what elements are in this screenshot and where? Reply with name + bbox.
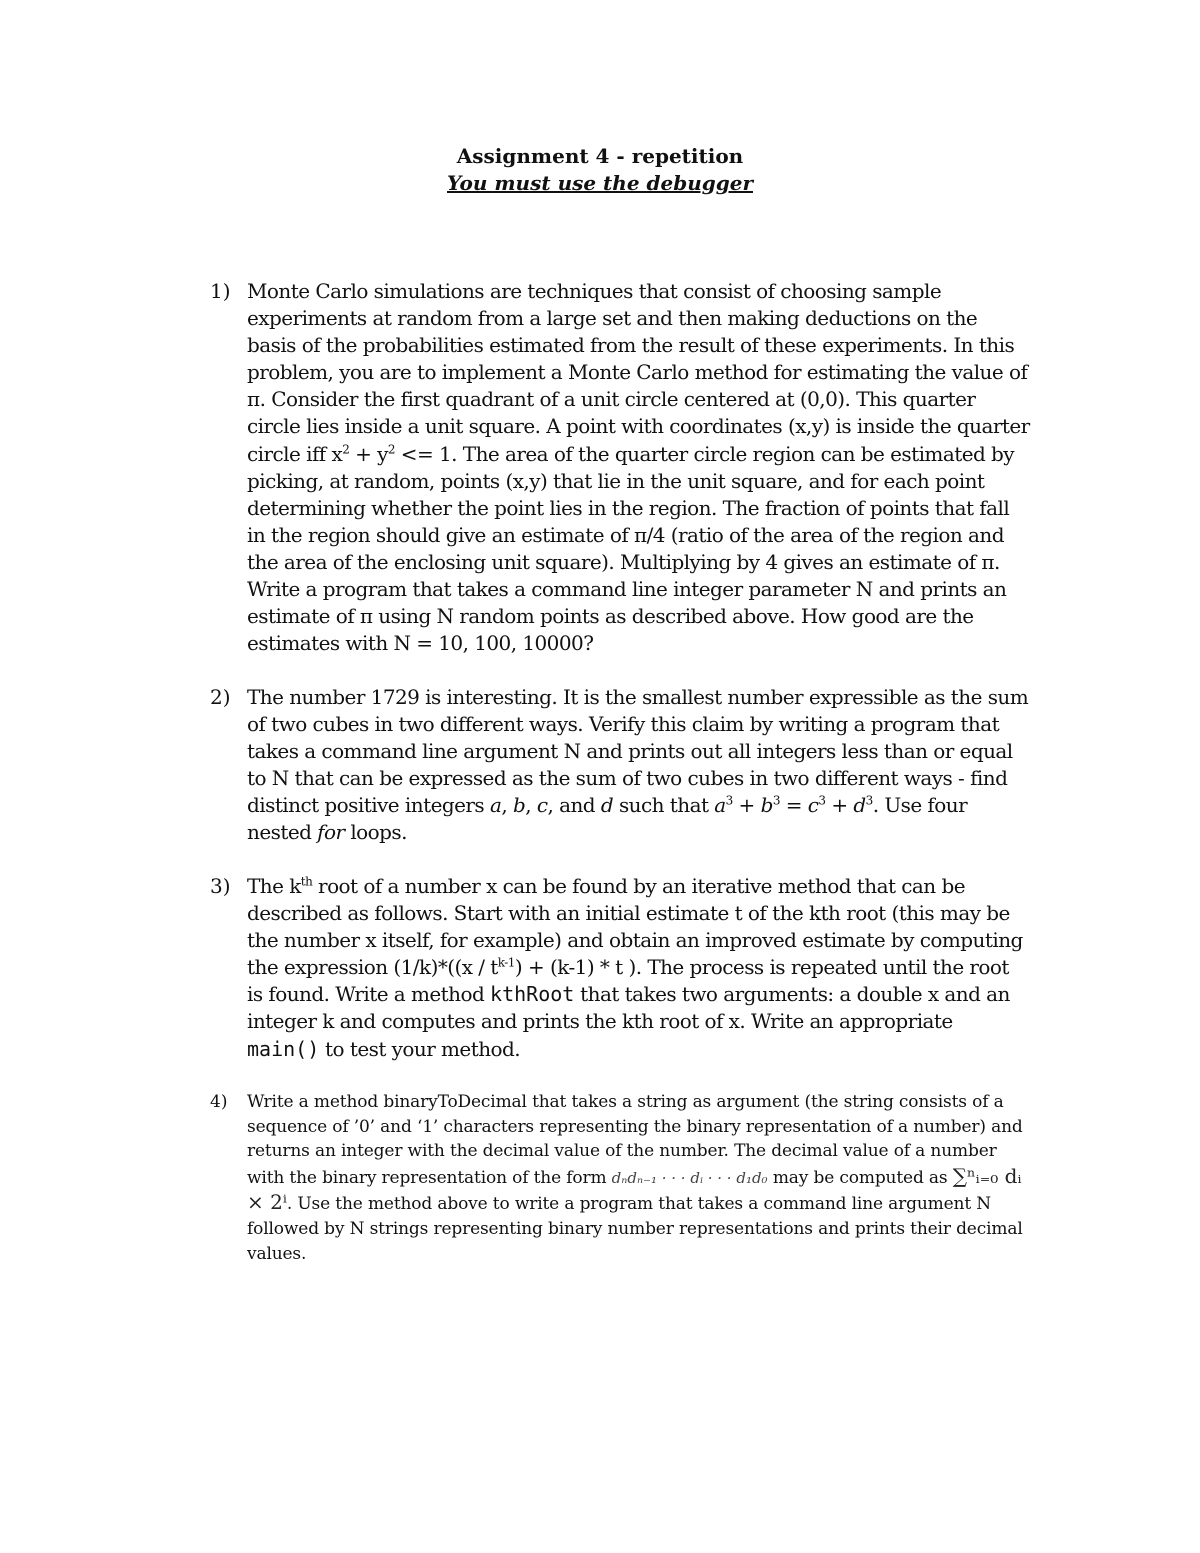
question-number: 4)	[210, 1092, 228, 1112]
question-2	[210, 684, 1030, 847]
math-variable: b	[512, 793, 526, 818]
question-4	[210, 1090, 1030, 1266]
superscript: 2	[387, 441, 395, 456]
text-segment: The k	[247, 874, 301, 898]
question-text	[247, 873, 1030, 1063]
question-number: 1)	[210, 279, 231, 303]
title-block	[0, 142, 1200, 196]
math-variable: d	[600, 793, 614, 818]
text-segment: . Use the method above to write a program that takes a command line argument N followed by N strings representing binary number representations and prints their decimal values.	[247, 1194, 1023, 1264]
text-segment: ,	[525, 793, 537, 818]
superscript: 2	[342, 441, 350, 456]
text-segment: , and	[547, 793, 601, 818]
text-segment: ,	[501, 793, 513, 818]
text-segment: ) + (k-1) * t ). The process is repeated until the root is found. Write a method	[247, 955, 1009, 1007]
summation-formula: ∑ⁿᵢ₌₀ dᵢ × 2ⁱ	[247, 1163, 1022, 1215]
text-segment: that takes two arguments: a double x and an integer k and computes and prints the kth root of x. Write an appropriate	[247, 982, 1010, 1034]
text-segment: may be computed as	[767, 1167, 953, 1188]
question-number: 2)	[210, 685, 231, 709]
code-main: main()	[247, 1036, 320, 1061]
text-segment: The number 1729 is interesting. It is the smallest number expressible as the sum of two cubes in two different ways. Verify this claim by writing a program that takes a command line argument N and prints out all integers less than or equal to N that can be expressed as the sum of two cubes in two different ways - find distinct positive integers	[247, 685, 1029, 818]
document-title: Assignment 4 - repetition	[456, 144, 744, 168]
binary-form-formula: dₙdₙ₋₁ · · · dᵢ · · · d₁d₀	[611, 1168, 768, 1187]
cube-equation: $a^3 + b^3 = c^3 + d^3$	[714, 793, 873, 818]
text-segment: <= 1. The area of the quarter circle region can be estimated by picking, at random, points (x,y) that lie in the unit square, and for each point determining whether the point lies in the region. The fraction of points that fall in the region should give an estimate of π/4 (ratio of the area of the region and the area of the enclosing unit square). Multiplying by 4 gives an estimate of π. Write a program that takes a command line integer parameter N and prints an estimate of π using N random points as described above. How good are the estimates with N = 10, 100, 10000?	[247, 441, 1015, 656]
text-segment: Write a method binaryToDecimal that takes a string as argument (the string consists of a sequence of ’0’ and ‘1’ characters representing the binary representation of a number) and returns an integer with the decimal value of the number. The decimal value of a number with the binary representation of the form	[247, 1092, 1023, 1188]
document-subtitle: You must use the debugger	[447, 171, 753, 195]
text-segment: . Use four nested	[247, 793, 968, 845]
text-segment: loops.	[344, 820, 407, 845]
for-keyword: for	[317, 820, 345, 845]
text-segment: Monte Carlo simulations are techniques that consist of choosing sample experiments at random from a large set and then making deductions on the basis of the probabilities estimated from the result of these experiments. In this problem, you are to implement a Monte Carlo method for estimating the value of π. Consider the first quadrant of a unit circle centered at (0,0). This quarter circle lies inside a unit square. A point with coordinates (x,y) is inside the quarter circle iff x	[247, 279, 1030, 466]
superscript: th	[300, 874, 313, 889]
question-text	[247, 1090, 1030, 1266]
question-text	[247, 278, 1030, 657]
math-variable: a	[489, 793, 502, 818]
text-segment: to test your method.	[319, 1036, 521, 1061]
question-text	[247, 684, 1030, 847]
question-3	[210, 873, 1030, 1063]
text-segment: root of a number x can be found by an iterative method that can be described as follows. Start with an initial estimate t of the kth root (this may be the number x itself, for example) and obtain an improved estimate by computing the expression (1/k)*((x / t	[247, 874, 1023, 980]
math-variable: c	[536, 793, 548, 818]
question-1	[210, 278, 1030, 657]
text-segment: such that	[613, 793, 715, 818]
code-kthroot: kthRoot	[490, 982, 575, 1007]
text-segment: + y	[349, 441, 388, 466]
superscript: k-1	[497, 955, 515, 970]
question-number: 3)	[210, 874, 231, 898]
